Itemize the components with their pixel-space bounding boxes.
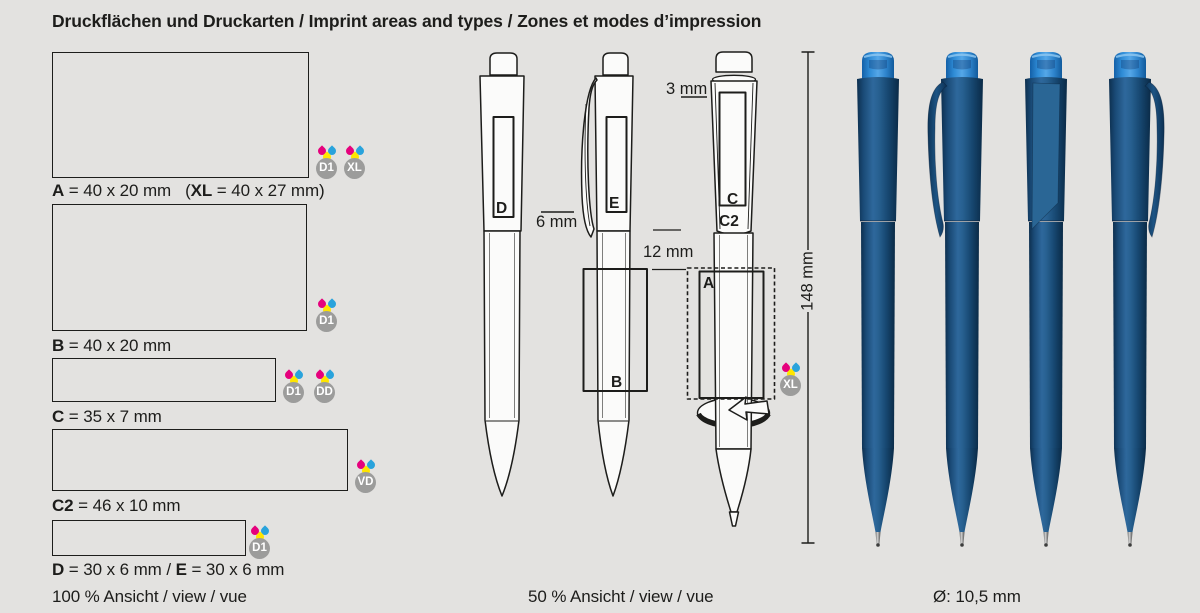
blue-pen-photo-facet xyxy=(1025,52,1067,547)
zone-letter-d: D xyxy=(496,200,508,217)
barrel-outline xyxy=(597,231,630,496)
area-code: C2 xyxy=(52,496,74,515)
print-type-code: VD xyxy=(355,472,376,493)
area-dims: = 35 x 7 mm xyxy=(64,407,162,426)
imprint-area-c2-label xyxy=(52,496,180,516)
print-type-code: D1 xyxy=(283,382,304,403)
print-type-d1-icon xyxy=(283,370,305,403)
dim-12mm-label: 12 mm xyxy=(643,243,694,261)
pen-side-view-drawing xyxy=(582,53,647,496)
zone-letter-c2: C2 xyxy=(719,213,739,230)
blue-pen-photo-front xyxy=(857,52,899,547)
imprint-area-c2-box xyxy=(52,429,348,491)
zone-letter-b: B xyxy=(611,374,623,391)
print-type-code: D1 xyxy=(249,538,270,559)
zone-letter-a: A xyxy=(703,275,715,292)
area-code: A xyxy=(52,181,65,200)
scale-caption-50: 50 % Ansicht / view / vue xyxy=(528,587,714,606)
dim-148mm-label: 148 mm xyxy=(798,251,817,311)
area-code: D xyxy=(52,560,65,579)
imprint-area-a-label xyxy=(52,181,325,201)
pen-front-view-drawing xyxy=(480,53,524,496)
print-type-code: XL xyxy=(344,158,365,179)
area-extra-code: XL xyxy=(190,181,213,200)
area-code: C xyxy=(52,407,65,426)
area-extra-dims: = 40 x 27 mm) xyxy=(212,181,325,200)
print-type-code: D1 xyxy=(316,158,337,179)
print-type-d1-icon xyxy=(316,146,338,179)
area-extra-open: ( xyxy=(185,181,191,200)
imprint-area-b-label xyxy=(52,336,171,356)
pen-technical-drawing xyxy=(440,40,840,565)
dim-3mm-label: 3 mm xyxy=(666,80,708,98)
area-dims: = 40 x 20 mm xyxy=(64,181,172,200)
print-type-code: D1 xyxy=(316,311,337,332)
print-type-d1-icon xyxy=(249,526,271,559)
pen-body xyxy=(1109,52,1151,547)
zone-letter-c: C xyxy=(727,191,739,208)
push-button-outline xyxy=(603,53,628,75)
area-dims: = 30 x 6 mm / xyxy=(64,560,176,579)
blue-pen-photo-clip-left xyxy=(928,52,983,547)
page-title: Druckflächen und Druckarten / Imprint areas and types / Zones et modes d’impression xyxy=(52,11,762,31)
print-type-code: DD xyxy=(314,382,335,403)
imprint-area-de-box xyxy=(52,520,246,556)
blue-pen-photos xyxy=(845,40,1190,565)
imprint-area-a-box xyxy=(52,52,309,178)
print-type-xl-icon xyxy=(344,146,366,179)
area-dims: = 30 x 6 mm xyxy=(186,560,285,579)
dim-6mm-label: 6 mm xyxy=(536,213,578,231)
writing-tip-outline xyxy=(730,512,739,526)
print-type-dd-icon xyxy=(314,370,336,403)
area-code: E xyxy=(175,560,187,579)
push-button-outline xyxy=(490,53,517,75)
area-dims: = 46 x 10 mm xyxy=(73,496,181,515)
print-type-code: XL xyxy=(780,375,801,396)
imprint-area-c-label xyxy=(52,407,162,427)
diameter-caption: Ø: 10,5 mm xyxy=(933,587,1021,606)
print-type-d1-icon xyxy=(316,299,338,332)
push-button-outline xyxy=(716,52,752,72)
print-type-vd-icon xyxy=(355,460,377,493)
imprint-area-b-box xyxy=(52,204,307,331)
imprint-area-de-label xyxy=(52,560,284,580)
cone-outline xyxy=(716,449,751,512)
area-dims: = 40 x 20 mm xyxy=(64,336,172,355)
pen-clip-face-view-drawing xyxy=(688,52,775,526)
imprint-area-c-box xyxy=(52,358,276,402)
pen-body xyxy=(941,52,983,547)
blue-pen-photo-clip-right xyxy=(1109,52,1164,547)
scale-caption-100: 100 % Ansicht / view / vue xyxy=(52,587,247,606)
zone-letter-e: E xyxy=(609,195,620,212)
area-code: B xyxy=(52,336,65,355)
